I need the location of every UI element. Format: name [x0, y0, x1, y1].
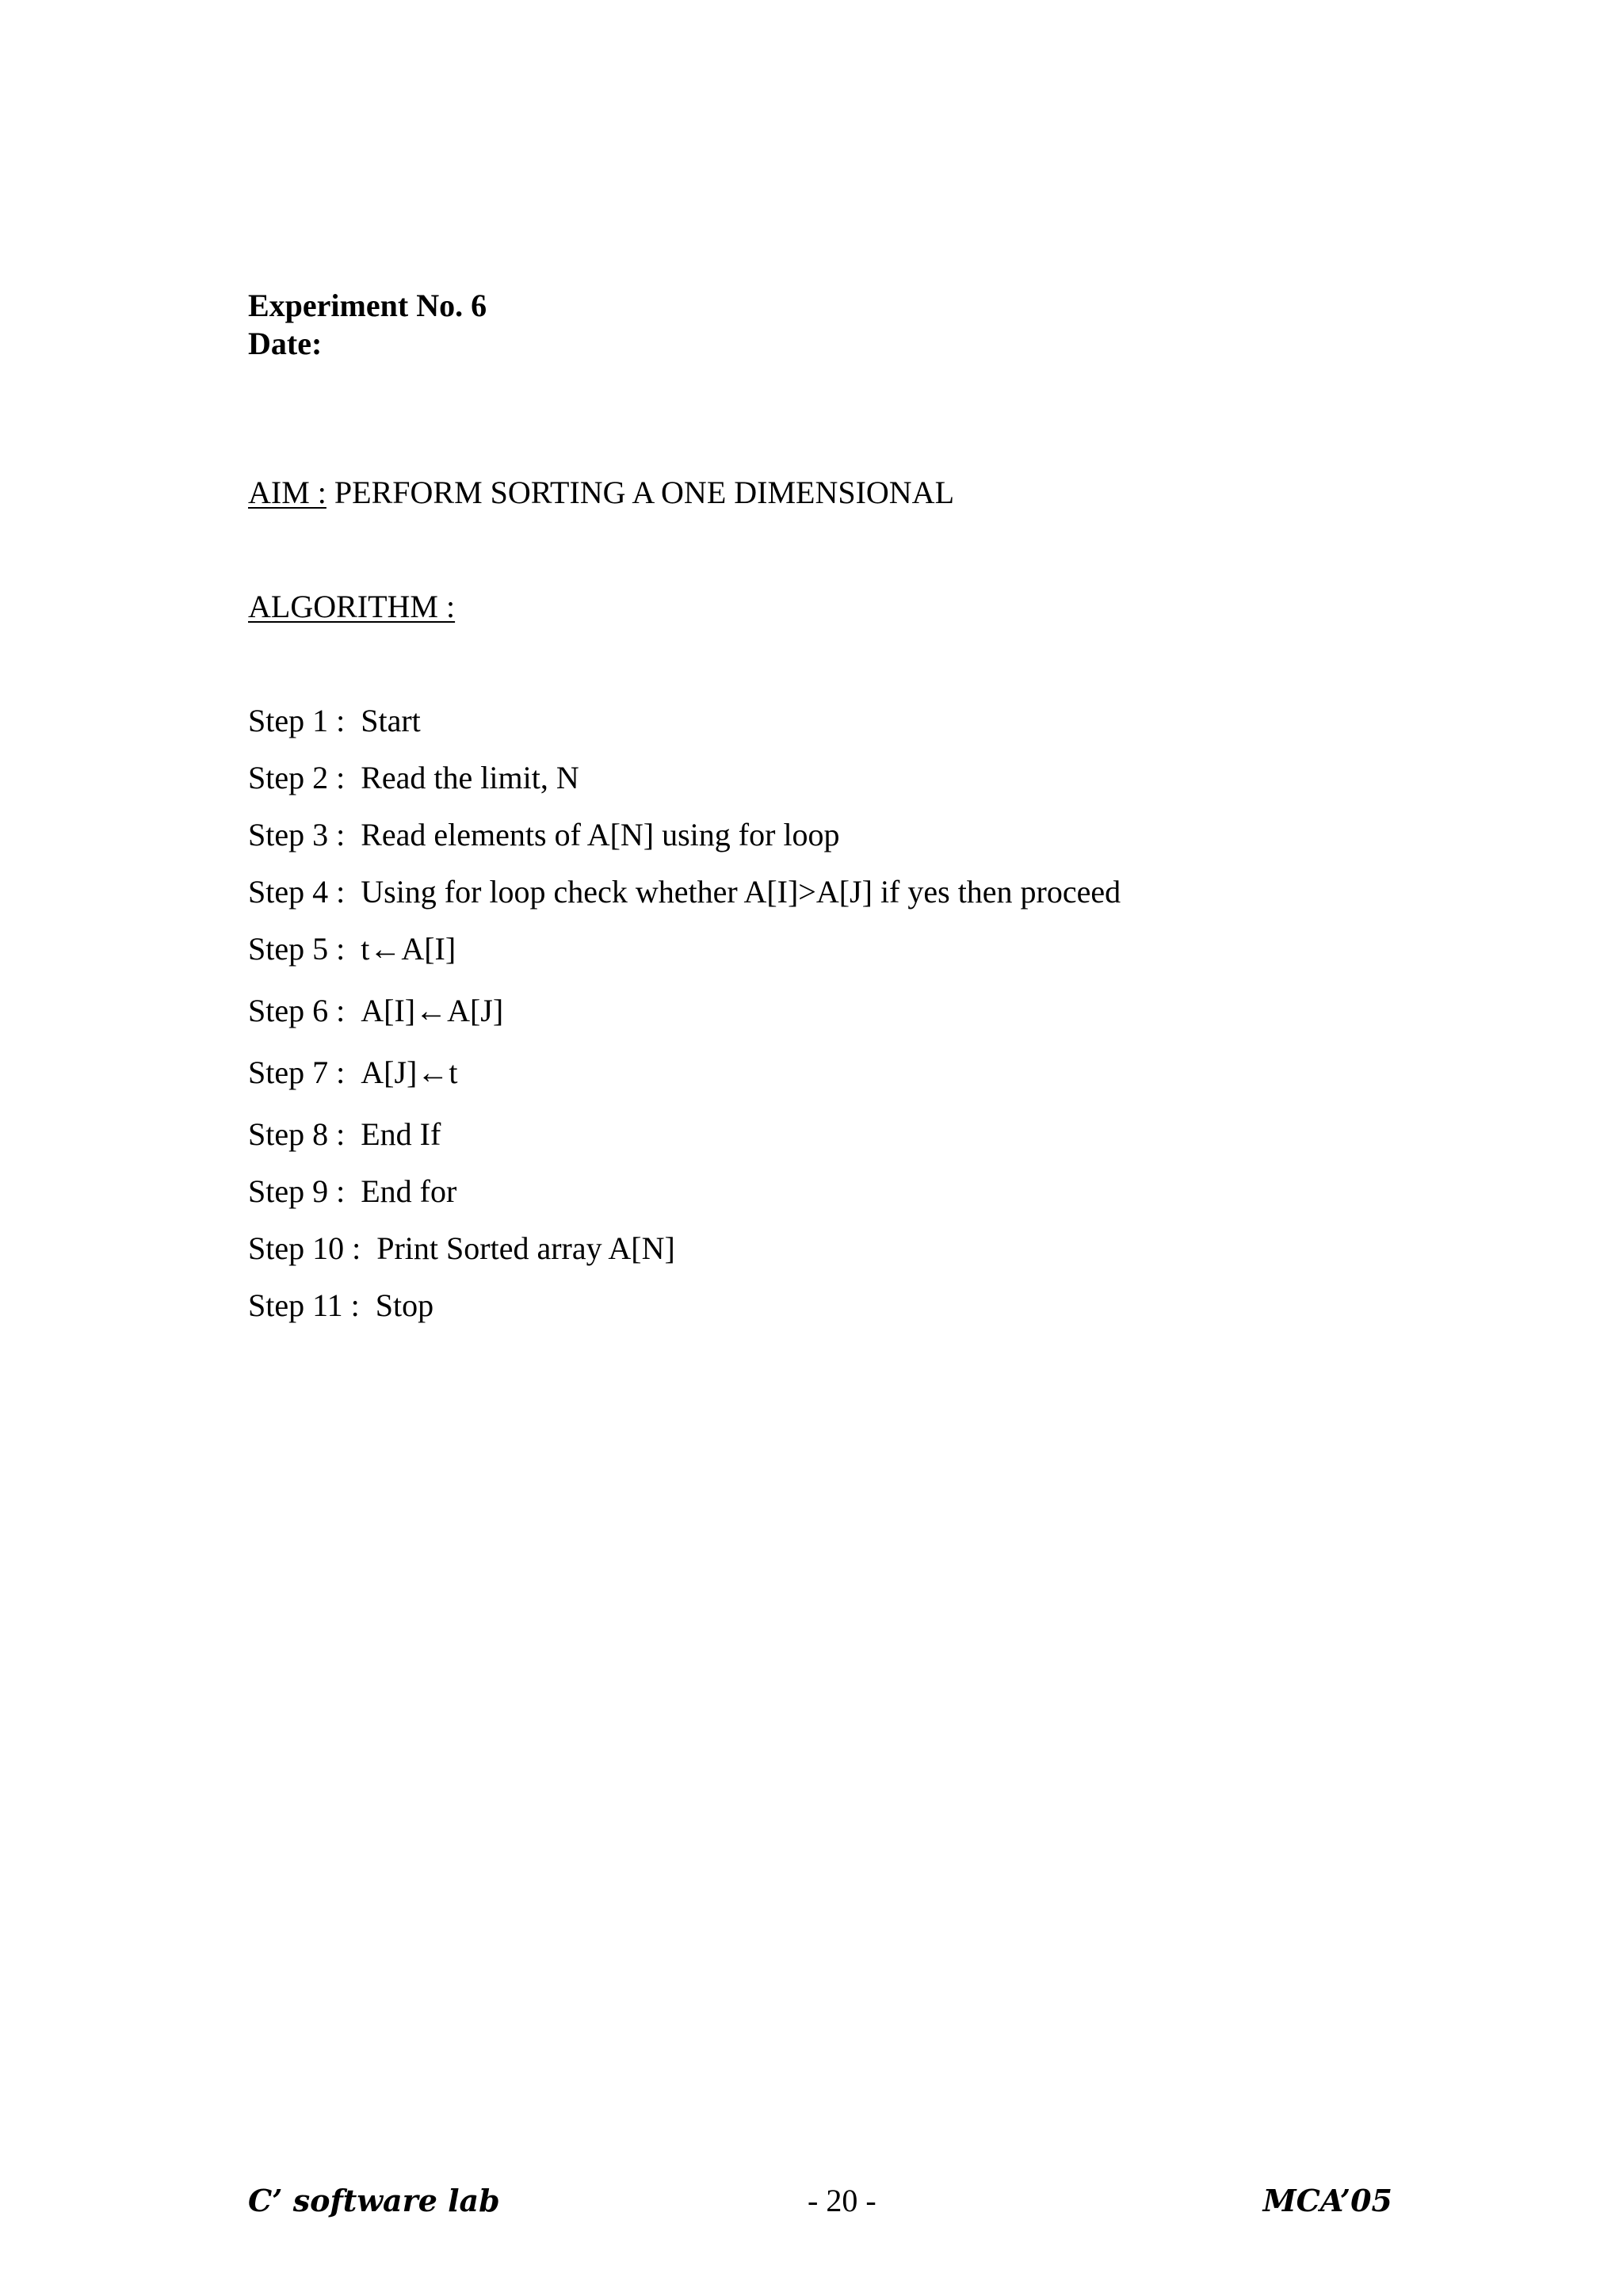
step-text: End for [361, 1173, 457, 1209]
algorithm-step [248, 1054, 1121, 1097]
aim-line [248, 474, 954, 512]
step-label: Step 7 : [248, 1055, 346, 1090]
step-label: Step 9 : [248, 1173, 346, 1209]
algorithm-heading [248, 588, 455, 626]
step-text: End If [361, 1116, 441, 1152]
step-label: Step 5 : [248, 931, 346, 967]
algorithm-heading-text: ALGORITHM : [248, 589, 456, 624]
algorithm-step [248, 702, 1121, 740]
aim-text: PERFORM SORTING A ONE DIMENSIONAL [326, 475, 954, 510]
step-text: A[J]←t [361, 1055, 458, 1090]
algorithm-step [248, 1230, 1121, 1268]
step-text: Start [361, 703, 421, 738]
algorithm-step [248, 1173, 1121, 1211]
step-label: Step 1 : [248, 703, 346, 738]
experiment-header [248, 287, 487, 363]
step-label: Step 10 : [248, 1230, 361, 1266]
date-label: Date: [248, 326, 323, 361]
footer-page-number: - 20 - [808, 2183, 876, 2218]
footer-course-name: C’ software lab [248, 2183, 500, 2218]
step-text: Read elements of A[N] using for loop [361, 817, 840, 852]
experiment-number: Experiment No. 6 [248, 288, 487, 323]
footer-batch: MCA’05 [1262, 2183, 1392, 2218]
step-text: Read the limit, N [361, 760, 579, 795]
step-text: A[I]←A[J] [361, 993, 504, 1028]
algorithm-step [248, 992, 1121, 1035]
algorithm-step [248, 873, 1121, 911]
algorithm-step [248, 930, 1121, 973]
step-text: t←A[I] [361, 931, 456, 967]
step-label: Step 6 : [248, 993, 346, 1028]
step-label: Step 11 : [248, 1287, 360, 1323]
algorithm-step [248, 1287, 1121, 1325]
algorithm-steps-list [248, 702, 1121, 1344]
algorithm-step [248, 759, 1121, 797]
step-label: Step 4 : [248, 874, 346, 910]
step-text: Stop [375, 1287, 434, 1323]
step-text: Print Sorted array A[N] [376, 1230, 675, 1266]
step-label: Step 8 : [248, 1116, 346, 1152]
page-footer [248, 2179, 1392, 2223]
step-label: Step 2 : [248, 760, 346, 795]
step-label: Step 3 : [248, 817, 346, 852]
aim-label: AIM : [248, 475, 327, 510]
algorithm-step [248, 1116, 1121, 1154]
step-text: Using for loop check whether A[I]>A[J] if yes then proceed [361, 874, 1121, 910]
algorithm-step [248, 816, 1121, 854]
